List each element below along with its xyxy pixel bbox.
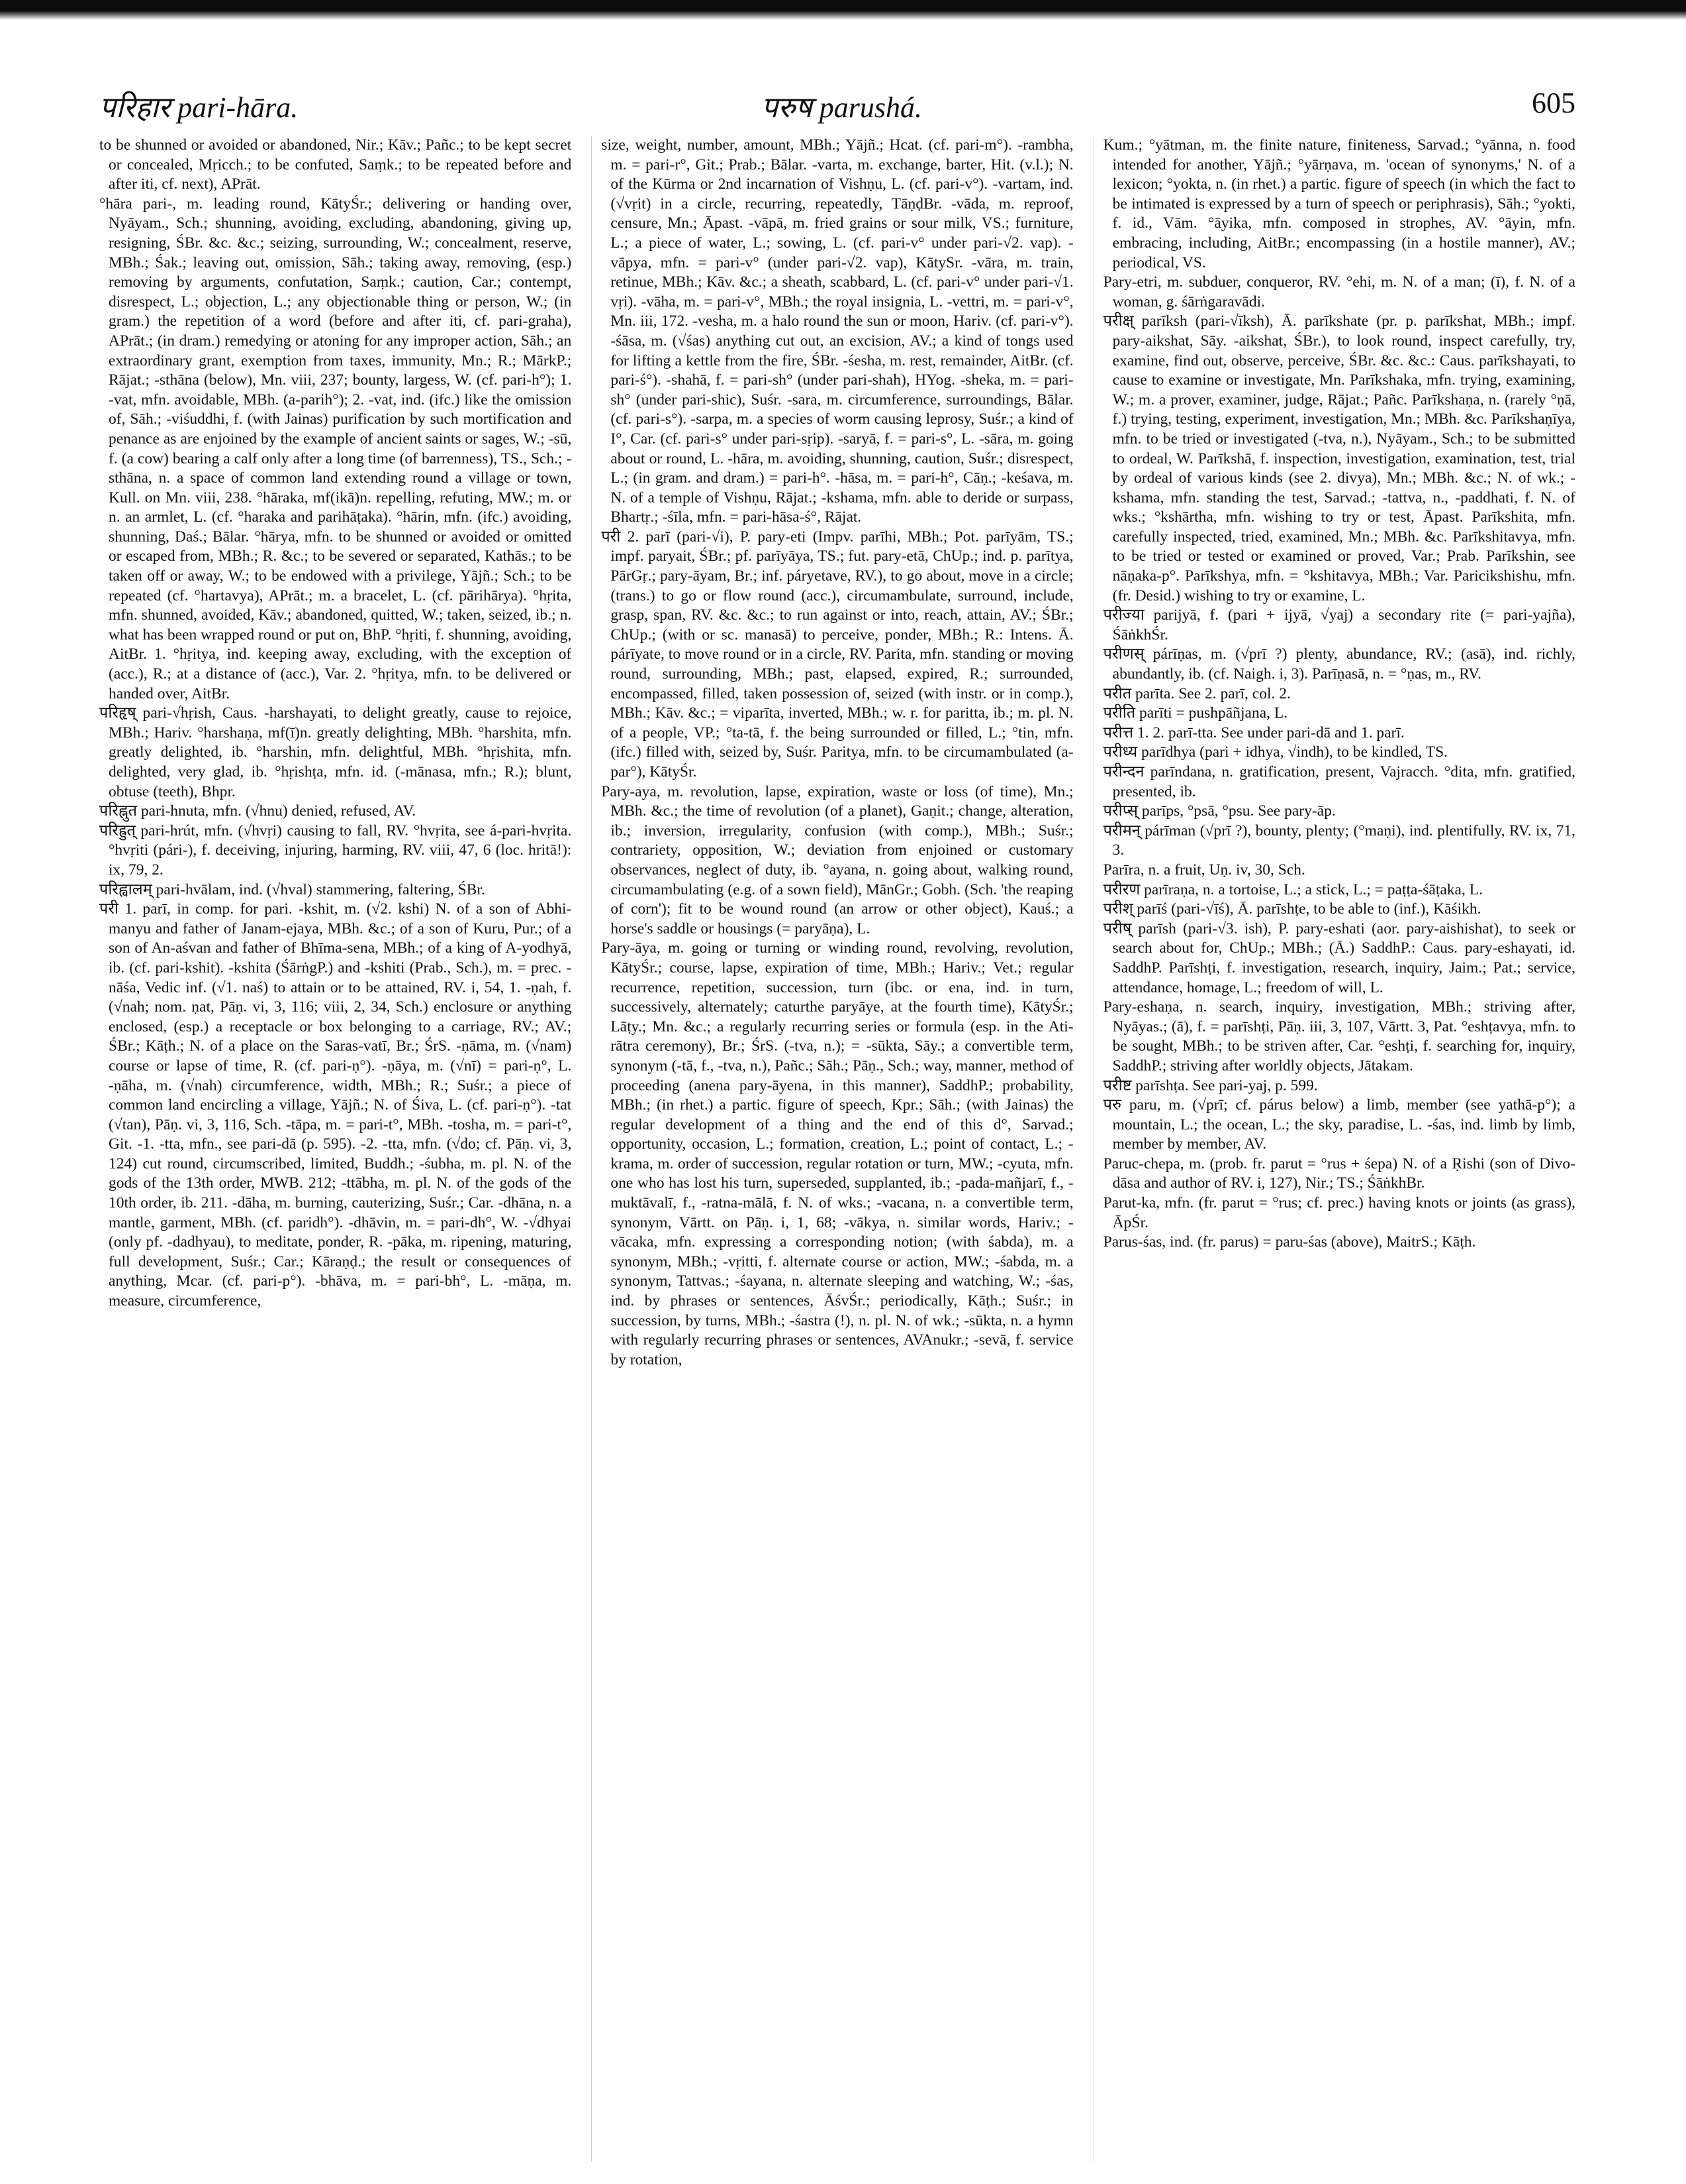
entry-text: Pary-āya, m. going or turning or winding round, revolving, revolution, KātyŚr.; course, lapse, expiration of time, MBh.; Hariv.; Vet.; regular recurrence, repetition, succession, turn (ibc. or ena, ind. in turn, successively, alternately; caturthe paryāye, at the fourth time), KātyŚr.; Lāṭy.; Mn. &c.; a regularly recurring series or formula (esp. in the Ati-rātra ceremony), Br.; ŚrS. (-tva, n.); = -sūkta, Sāy.; a convertible term, synonym (-tā, f., -tva, n.), Pañc.; Sāh.; Pāṇ., Sch.; way, manner, method of proceeding (anena pary-āyena, in this manner), SaddhP.; probability, MBh.; (in rhet.) a partic. figure of speech, Kpr.; Sāh.; (with Jainas) the regular development of a thing and the end of this d°, Sarvad.; opportunity, occasion, L.; formation, creation, L.; point of contact, L.; -krama, m. order of succession, regular rotation or turn, MW.; -cyuta, mfn. one who has lost his turn, superseded, supplanted, ib.; -pada-mañjarī, f., -muktāvalī, f., -ratna-mālā, f. N. of wks.; -vacana, n. a convertible term, synonym, Vārtt. on Pāṇ. i, 1, 68; -vākya, n. similar words, Hariv.; -vācaka, mfn. expressing a corresponding notion; (with śabda), m. a synonym, MBh.; -vṛitti, f. alternate course or action, MW.; -śabda, m. a synonym, Tattvas.; -śayana, n. alternate sleeping and watching, W.; -śas, ind. by phrases or sentences, ĀśvŚr.; periodically, Kāṭh.; Suśr.; in succession, by turns, MBh.; -śastra (!), n. pl. N. of wk.; -sūkta, n. a hymn with regularly recurring phrases or sentences, AVAnukr.; -sevā, f. service by rotation, bbox=[601, 939, 1074, 1368]
entry-text: परी 2. parī (pari-√i), P. pary-eti (Impv. parīhi, MBh.; Pot. parīyām, TS.; impf. paryait, ŚBr.; pf. parīyāya, TS.; fut. pary-etā, ChUp.; ind. p. parītya, PārGṛ.; pary-āyam, Br.; inf. páryetave, RV.), to go about, move in a circle; (trans.) to go or flow round (acc.), circumambulate, surround, include, grasp, span, RV. &c. &c.; to run against or into, reach, attain, AV.; ŚBr.; ChUp.; (with or sc. manasā) to perceive, ponder, MBh.; R.: Intens. Ā. párīyate, to move round or in a circle, RV. Parita, mfn. standing or moving round, surrounding, MBh.; past, elapsed, expired, R.; surrounded, encompassed, filled, taken possession of, seized (with instr. or in comp.), MBh.; Kāv. &c.; = viparīta, inverted, MBh.; w. r. for paritta, ib.; m. pl. N. of a people, VP.; °ta-tā, f. the being surrounded or filled, L.; °tin, mfn. (ifc.) filled with, seized by, Suśr. Paritya, mfn. to be circumambulated (a-par°), KātyŚr. bbox=[601, 528, 1074, 781]
entry-text: Parut-ka, mfn. (fr. parut = °rus; cf. prec.) having knots or joints (as grass), ĀpŚr. bbox=[1103, 1194, 1575, 1231]
entry-text: Pary-etri, m. subduer, conqueror, RV. °ehi, m. N. of a man; (ī), f. N. of a woman, g. śārṅgaravādi. bbox=[1103, 273, 1575, 310]
entry-text: Parus-śas, ind. (fr. parus) = paru-śas (above), MaitrS.; Kāṭh. bbox=[1103, 1233, 1476, 1251]
entry-text: to be shunned or avoided or abandoned, Nir.; Kāv.; Pañc.; to be kept secret or concealed, Mṛicch.; to be confuted, Saṃk.; to be repeated before and after iti, cf. next), APrāt. bbox=[99, 136, 572, 193]
entry-text: परीक्ष् parīksh (pari-√īksh), Ā. parīkshate (pr. p. parīkshat, MBh.; impf. pary-aikshat, Sāy. -aikshat, ŚBr.), to look round, inspect carefully, try, examine, find out, observe, perceive, ŚBr. &c. &c.: Caus. parīkshayati, to cause to examine or investigate, Mn. Parīkshaka, mfn. trying, examining, W.; m. a prover, examiner, judge, Rājat.; Pañc. Parīkshaṇa, n. (rarely °ṇā, f.) trying, testing, experiment, investigation, Mn.; MBh. &c. Parīkshaṇīya, mfn. to be tried or investigated (-tva, n.), Nyāyam., Sch.; to be submitted to ordeal, W. Parīkshā, f. inspection, investigation, examination, test, trial by ordeal of various kinds (see 2. divya), Mn.; MBh. &c.; N. of wk.; -kshama, mfn. standing the test, Sarvad.; -tattva, n., -paddhati, f. N. of wks.; °kshārtha, mfn. wishing to try or test, Āpast. Parīkshita, mfn. carefully inspected, tried, examined, Mn.; MBh. &c. Parīkshitavya, mfn. to be tried or tested or examined or proved, Var.; Prab. Parīkshin, see nāṇaka-p°. Parīkshya, mfn. = °kshitavya, MBh.; Var. Paricikshishu, mfn. (fr. Desid.) wishing to try or examine, L. bbox=[1103, 312, 1575, 604]
entry-text: Pary-eshaṇa, n. search, inquiry, investigation, MBh.; striving after, Nyāyas.; (ā), f. = parīshṭi, Pāṇ. iii, 3, 107, Vārtt. 3, Pat. °eshṭavya, mfn. to be sought, MBh.; to be striven after, Car. °eshṭi, f. searching for, inquiry, SaddhP.; striving after worldly objects, Jātakam. bbox=[1103, 998, 1575, 1074]
column-1 bbox=[99, 136, 571, 2161]
entry-text: परिह्रुत् pari-hrút, mfn. (√hvṛi) causing to fall, RV. °hvṛita, see á-pari-hvṛita. °hvṛiti (pári-), f. deceiving, injuring, harming, RV. viii, 47, 6 (loc. hritā!): ix, 79, 2. bbox=[99, 822, 572, 878]
entry-text: परिह्वालम् pari-hvālam, ind. (√hval) stammering, faltering, ŚBr. bbox=[99, 880, 485, 898]
header-right-headword: परुष parushá. bbox=[761, 91, 922, 124]
dictionary-columns bbox=[99, 136, 1575, 2161]
entry-text: परीमन् párīman (√prī ?), bounty, plenty; (°maṇi), ind. plentifully, RV. ix, 71, 3. bbox=[1103, 822, 1575, 859]
entry-text: परीत parīta. See 2. parī, col. 2. bbox=[1103, 685, 1291, 702]
entry-text: परिह्नुत pari-hnuta, mfn. (√hnu) denied, refused, AV. bbox=[99, 802, 416, 820]
entry-text: परीन्दन parīndana, n. gratification, present, Vajracch. °dita, mfn. gratified, presented, ib. bbox=[1103, 763, 1575, 800]
column-2 bbox=[591, 136, 1073, 2161]
entry-text: परीश् parīś (pari-√īś), Ā. parīshṭe, to be able to (inf.), Kāśikh. bbox=[1103, 900, 1481, 918]
entry-text: परीज्या parijyā, f. (pari + ijyā, √yaj) a secondary rite (= pari-yajña), ŚāṅkhŚr. bbox=[1103, 606, 1575, 643]
entry-text: परिहृष् pari-√hṛish, Caus. -harshayati, to delight greatly, cause to rejoice, MBh.; Hariv. °harshaṇa, mf(ī)n. greatly delighting, MBh. °harshita, mfn. greatly delighted, ib. °harshin, mfn. delightful, MBh. °hṛishita, mfn. delighted, very glad, ib. °hṛishṭa, mfn. id. (-mānasa, mfn.; R.); blunt, obtuse (teeth), Bhpr. bbox=[99, 704, 572, 800]
entry-text: परीणस् párīṇas, m. (√prī ?) plenty, abundance, RV.; (asā), ind. richly, abundantly, ib. (cf. Naigh. i, 3). Parīṇasā, n. = °ṇas, m., RV. bbox=[1103, 645, 1575, 683]
entry-text: परीति parīti = pushpāñjana, L. bbox=[1103, 704, 1288, 722]
page-header bbox=[99, 86, 1575, 132]
column-3 bbox=[1094, 136, 1575, 2161]
entry-text: परीष् parīsh (pari-√3. ish), P. pary-eshati (aor. pary-aishishat), to seek or search about for, ChUp.; MBh.; (Ā.) SaddhP.: Caus. pary-eshayati, id. SaddhP. Parīshṭi, f. investigation, research, inquiry, Jaim.; Pat.; service, attendance, homage, L.; freedom of will, L. bbox=[1103, 920, 1575, 996]
entry-text: परीध्य parīdhya (pari + idhya, √indh), to be kindled, TS. bbox=[1103, 743, 1448, 761]
scan-top-border bbox=[0, 0, 1686, 20]
entry-text: परु paru, m. (√prī; cf. párus below) a limb, member (see yathā-p°); a mountain, L.; the ocean, L.; the sky, paradise, L. -śas, ind. limb by limb, member by member, AV. bbox=[1103, 1096, 1575, 1153]
entry-text: Kum.; °yātman, m. the finite nature, finiteness, Sarvad.; °yānna, n. food intended for another, Yājñ.; °yārṇava, m. 'ocean of synonyms,' N. of a lexicon; °yokta, n. (in rhet.) a partic. figure of speech (in which the fact to be intimated is expressed by a turn of speech or periphrasis), Sāh.; °yokti, f. id., Vām. °āyika, mfn. composed in strophes, AV. °āyin, mfn. embracing, including, AitBr.; encompassing (in a hostile manner), AV.; periodical, VS. bbox=[1103, 136, 1575, 271]
entry-text: Parīra, n. a fruit, Uṇ. iv, 30, Sch. bbox=[1103, 861, 1305, 878]
entry-text: परीत्त 1. 2. parī-tta. See under pari-dā and 1. parī. bbox=[1103, 724, 1405, 741]
entry-text: °hāra pari-, m. leading round, KātyŚr.; delivering or handing over, Nyāyam., Sch.; shunning, avoiding, excluding, abandoning, giving up, resigning, ŚBr. &c. &c.; seizing, surrounding, W.; concealment, reserve, MBh.; Śak.; leaving out, omission, Sāh.; taking away, removing, (esp.) removing by arguments, confutation, Saṃk.; caution, Car.; contempt, disrespect, L.; objection, L.; any objectionable thing or person, W.; (in gram.) the repetition of a word (before and after iti, cf. pari-graha), APrāt.; (in dram.) remedying or atoning for any improper action, Sāh.; an extraordinary grant, exemption from taxes, immunity, Mn.; R.; MārkP.; Rājat.; -sthāna (below), Mn. viii, 237; bounty, largess, W. (cf. pari-h°); 1. -vat, mfn. avoidable, MBh. (a-parih°); 2. -vat, ind. (ifc.) like the omission of, Sāh.; -viśuddhi, f. (with Jainas) purification by such mortification and penance as are enjoined by the example of ancient saints or sages, W.; -sū, f. (a cow) bearing a calf only after a long time (of barrenness), TS., Sch.; -sthāna, n. a space of common land extending round a village or town, Kull. on Mn. viii, 238. °hāraka, mf(ikā)n. repelling, refuting, MW.; m. or n. an armlet, L. (cf. °haraka and parihāṭaka). °hārin, mfn. (ifc.) avoiding, shunning, Daś.; Bālar. °hārya, mfn. to be shunned or avoided or omitted or escaped from, MBh.; R. &c.; to be severed or separated, Kathās.; to be taken off or away, W.; to be endowed with a privilege, Yājñ.; Sch.; to be repeated (cf. °hartavya), APrāt.; m. a bracelet, L. (cf. pārihārya). °hṛita, mfn. shunned, avoided, Kāv.; abandoned, quitted, W.; taken, seized, ib.; n. what has been wrapped round or put on, BhP. °hṛiti, f. shunning, avoiding, AitBr. 1. °hṛitya, ind. keeping away, excluding, with the exception of (acc.), R.; at a distance of (acc.), Var. 2. °hṛitya, mfn. to be delivered or handed over, AitBr. bbox=[99, 195, 572, 702]
entry-text: Paruc-chepa, m. (prob. fr. parut = °rus + śepa) N. of a Ṛishi (son of Divo-dāsa and author of RV. i, 127), Nir.; TS.; ŚāṅkhBr. bbox=[1103, 1155, 1575, 1192]
entry-text: परीप्स् parīps, °psā, °psu. See pary-āp. bbox=[1103, 802, 1336, 820]
page-number: 605 bbox=[1532, 87, 1575, 119]
entry-text: परीष्ट parīshṭa. See pari-yaj, p. 599. bbox=[1103, 1076, 1318, 1094]
entry-text: परीरण parīraṇa, n. a tortoise, L.; a stick, L.; = paṭṭa-śāṭaka, L. bbox=[1103, 880, 1483, 898]
header-left-headword: परिहार pari-hāra. bbox=[99, 91, 299, 124]
entry-text: Pary-aya, m. revolution, lapse, expiration, waste or loss (of time), Mn.; MBh. &c.; the time of revolution (of a planet), Gaṇit.; change, alteration, ib.; inversion, irregularity, confusion (with comp.), MBh.; Suśr.; contrariety, opposition, W.; deviation from enjoined or customary observances, neglect of duty, ib. °ayana, n. going about, walking round, circumambulating (e.g. of a sown field), MānGr.; Gobh. (Sch. 'the reaping of corn'); fit to be wound round (an arrow or other object), Kauś.; a horse's saddle or housings (= paryāṇa), L. bbox=[601, 783, 1074, 937]
entry-text: परी 1. parī, in comp. for pari. -kshit, m. (√2. kshi) N. of a son of Abhi-manyu and father of Janam-ejaya, MBh. &c.; of a son of Kuru, Pur.; of a son of An-aśvan and father of Bhīma-sena, MBh.; of a king of A-yodhyā, ib. (cf. pari-kshit). -kshita (ŚārṅgP.) and -kshiti (Prab., Sch.), m. = prec. -nāśa, Vedic inf. (√1. naś) to attain or to be attained, RV. i, 54, 1. -ṇah, f. (√nah; nom. ṇat, Pāṇ. vi, 3, 116; viii, 2, 34, Sch.) enclosure or anything enclosed, (esp.) a receptacle or box belonging to a carriage, RV.; AV.; ŚBr.; Kāṭh.; N. of a place on the Saras-vatī, Br.; ŚrS. -ṇāma, m. (√nam) course or lapse of time, R. (cf. pari-ṇ°). -ṇāya, m. (√nī) = pari-ṇ°, L. -ṇāha, m. (√nah) circumference, width, MBh.; R.; Suśr.; a piece of common land encircling a village, Yājñ.; N. of Śiva, L. (cf. pari-ṇ°). -tat (√tan), Pāṇ. vi, 3, 116, Sch. -tāpa, m. = pari-t°, MBh. -tosha, m. = pari-t°, Git. -1. -tta, mfn., see pari-dā (p. 595). -2. -tta, mfn. (√do; cf. Pāṇ. vi, 3, 124) cut round, circumscribed, limited, Buddh.; -śubha, m. pl. N. of the gods of the 13th order, MWB. 212; -ttābha, m. pl. N. of the gods of the 10th order, ib. 211. -dāha, m. burning, cauterizing, Suśr.; Car. -dhāna, n. a mantle, garment, MBh. (cf. paridh°). -dhāvin, m. = pari-dh°, W. -√dhyai (only pf. -dadhyau), to meditate, ponder, R. -pāka, m. ripening, maturing, full development, Suśr.; Car.; Kāraṇḍ.; the result or consequences of anything, Mcar. (cf. pari-p°). -bhāva, m. = pari-bh°, L. -māṇa, m. measure, circumference, bbox=[99, 900, 572, 1310]
entry-text: size, weight, number, amount, MBh.; Yājñ.; Hcat. (cf. pari-m°). -rambha, m. = pari-r°, Git.; Prab.; Bālar. -varta, m. exchange, barter, Hit. (v.l.); N. of the Kūrma or 2nd incarnation of Vishṇu, L. (cf. pari-v°). -vartam, ind. (√vṛit) in a circle, recurring, repeatedly, TāṇḍBr. -vāda, m. reproof, censure, Mn.; Āpast. -vāpā, m. fried grains or sour milk, VS.; furniture, L.; a piece of water, L.; sowing, L. (cf. pari-v° under pari-√2. vap). -vāpya, mfn. = pari-v° (under pari-√2. vap), KātySr. -vāra, m. train, retinue, MBh.; Kāv. &c.; a sheath, scabbard, L. (cf. pari-v° under pari-√1. vṛi). -vāha, m. = pari-v°, MBh.; the royal insignia, L. -vettri, m. = pari-v°, Mn. iii, 172. -vesha, m. a halo round the sun or moon, Hariv. (cf. pari-v°). -śāsa, m. (√śas) anything cut out, an excision, AV.; a kind of tongs used for lifting a kettle from the fire, ŚBr. -śesha, m. rest, remainder, AitBr. (cf. pari-ś°). -shahā, f. = pari-sh° (under pari-shah), HYog. -sheka, m. = pari-sh° (under pari-shic), Suśr. -sara, m. circumference, surroundings, Bālar. (cf. pari-s°). -sarpa, m. a species of worm causing leprosy, Suśr.; a kind of I°, Car. (cf. pari-s° under pari-sṛip). -saryā, f. = pari-s°, L. -sāra, m. going about or round, L. -hāra, m. avoiding, shunning, caution, Suśr.; disrespect, L.; (in gram. and dram.) = pari-h°. -hāsa, m. = pari-h°, Cāṇ.; -keśava, m. N. of a temple of Vishṇu, Rājat.; -kshama, mfn. able to deride or surpass, Bhartṛ.; -śīla, mfn. = pari-hāsa-ś°, Rājat. bbox=[601, 136, 1074, 526]
